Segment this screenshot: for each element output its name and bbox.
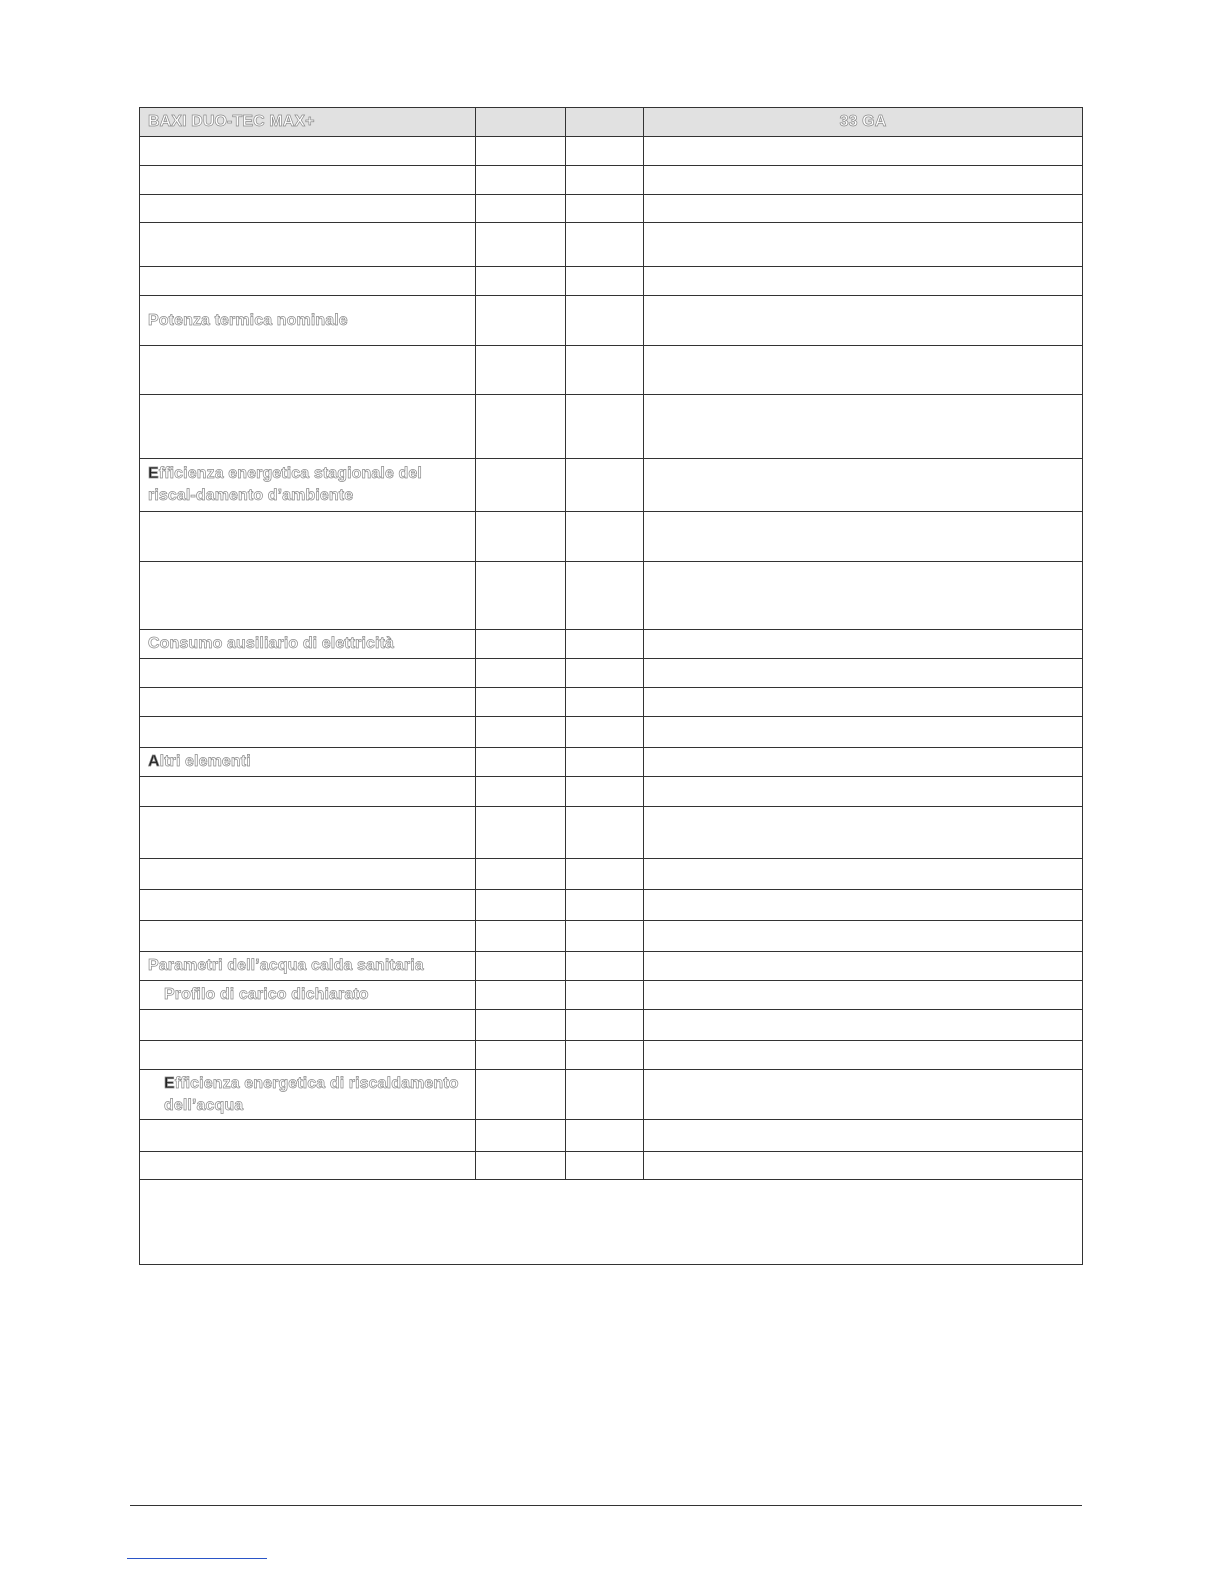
row-symbol [566, 223, 644, 267]
row-label [140, 267, 476, 296]
row-unit [476, 952, 566, 981]
row-value [644, 1041, 1083, 1070]
row-value [644, 921, 1083, 952]
table-row [140, 137, 1083, 166]
variant-column-header: 33 GA [644, 108, 1083, 137]
row-unit [476, 1041, 566, 1070]
footer-divider [130, 1505, 1082, 1506]
section-row-nominal-heat-output [140, 296, 1083, 346]
row-value [644, 1070, 1083, 1120]
row-unit [476, 346, 566, 395]
row-unit [476, 807, 566, 859]
row-unit [476, 890, 566, 921]
row-label [140, 890, 476, 921]
section-label: Parametri dell’acqua calda sanitaria [140, 952, 476, 981]
row-label [140, 777, 476, 807]
row-unit [476, 562, 566, 630]
unit-column-header [476, 108, 566, 137]
table-row [140, 921, 1083, 952]
row-symbol [566, 717, 644, 748]
row-label [140, 166, 476, 195]
row-symbol [566, 346, 644, 395]
row-label [140, 1152, 476, 1180]
table-row [140, 1041, 1083, 1070]
row-symbol [566, 395, 644, 459]
row-value [644, 166, 1083, 195]
section-label: Consumo ausiliario di elettricità [140, 630, 476, 659]
row-value [644, 137, 1083, 166]
table-row-water-heating-efficiency [140, 1070, 1083, 1120]
table-header-row [140, 108, 1083, 137]
row-label: Profilo di carico dichiarato [140, 981, 476, 1010]
row-symbol [566, 807, 644, 859]
row-symbol [566, 562, 644, 630]
row-symbol [566, 512, 644, 562]
row-unit [476, 512, 566, 562]
section-row-dhw-parameters [140, 952, 1083, 981]
footer-link-underline [127, 1558, 267, 1559]
row-unit [476, 688, 566, 717]
row-unit [476, 1010, 566, 1041]
row-symbol [566, 1120, 644, 1152]
row-label [140, 195, 476, 223]
row-value [644, 395, 1083, 459]
row-value [644, 195, 1083, 223]
table-row [140, 688, 1083, 717]
section-row-auxiliary-consumption [140, 630, 1083, 659]
row-symbol [566, 1010, 644, 1041]
row-unit [476, 296, 566, 346]
row-unit [476, 195, 566, 223]
row-symbol [566, 859, 644, 890]
row-value [644, 630, 1083, 659]
row-unit [476, 267, 566, 296]
row-value [644, 267, 1083, 296]
row-unit [476, 921, 566, 952]
table-row [140, 1010, 1083, 1041]
row-value [644, 717, 1083, 748]
row-symbol [566, 659, 644, 688]
row-unit [476, 748, 566, 777]
row-label [140, 717, 476, 748]
row-value [644, 659, 1083, 688]
row-value [644, 1152, 1083, 1180]
section-label: Efficienza energetica stagionale del riscal-damento d’ambiente [140, 459, 476, 512]
row-value [644, 981, 1083, 1010]
row-symbol [566, 1070, 644, 1120]
row-label [140, 807, 476, 859]
row-symbol [566, 166, 644, 195]
row-label [140, 859, 476, 890]
table-row [140, 166, 1083, 195]
row-symbol [566, 748, 644, 777]
table-row [140, 223, 1083, 267]
table-row [140, 1120, 1083, 1152]
row-unit [476, 137, 566, 166]
section-row-other-elements [140, 748, 1083, 777]
row-label: Efficienza energetica di riscaldamento dell’acqua [140, 1070, 476, 1120]
row-unit [476, 859, 566, 890]
row-symbol [566, 921, 644, 952]
technical-data-table [139, 107, 1083, 1265]
row-value [644, 688, 1083, 717]
row-value [644, 859, 1083, 890]
row-label [140, 1010, 476, 1041]
row-unit [476, 1120, 566, 1152]
table-row-load-profile [140, 981, 1083, 1010]
row-symbol [566, 630, 644, 659]
row-value [644, 807, 1083, 859]
table-note [140, 1180, 1083, 1265]
row-unit [476, 166, 566, 195]
section-label: Altri elementi [140, 748, 476, 777]
row-symbol [566, 777, 644, 807]
table-note-row [140, 1180, 1083, 1265]
row-label [140, 1120, 476, 1152]
table-row [140, 346, 1083, 395]
row-label [140, 223, 476, 267]
row-label [140, 562, 476, 630]
row-value [644, 890, 1083, 921]
row-label [140, 137, 476, 166]
table-row [140, 1152, 1083, 1180]
row-label [140, 395, 476, 459]
row-value [644, 748, 1083, 777]
row-symbol [566, 952, 644, 981]
table-row [140, 659, 1083, 688]
section-label: Potenza termica nominale [140, 296, 476, 346]
row-symbol [566, 459, 644, 512]
row-label [140, 346, 476, 395]
row-symbol [566, 1152, 644, 1180]
row-symbol [566, 296, 644, 346]
symbol-column-header [566, 108, 644, 137]
row-symbol [566, 137, 644, 166]
row-symbol [566, 1041, 644, 1070]
row-value [644, 1120, 1083, 1152]
table-row [140, 777, 1083, 807]
table-row [140, 717, 1083, 748]
table-row [140, 267, 1083, 296]
row-value [644, 562, 1083, 630]
row-unit [476, 777, 566, 807]
row-unit [476, 223, 566, 267]
section-row-seasonal-efficiency [140, 459, 1083, 512]
row-unit [476, 1070, 566, 1120]
row-unit [476, 630, 566, 659]
row-value [644, 512, 1083, 562]
table-row [140, 395, 1083, 459]
row-label [140, 659, 476, 688]
row-unit [476, 659, 566, 688]
row-unit [476, 717, 566, 748]
row-value [644, 223, 1083, 267]
table-row [140, 859, 1083, 890]
row-unit [476, 1152, 566, 1180]
model-name: BAXI DUO-TEC MAX+ [140, 108, 476, 137]
table-row [140, 807, 1083, 859]
row-unit [476, 981, 566, 1010]
table-row [140, 512, 1083, 562]
row-value [644, 346, 1083, 395]
table-row [140, 195, 1083, 223]
row-unit [476, 395, 566, 459]
row-symbol [566, 890, 644, 921]
row-value [644, 952, 1083, 981]
row-value [644, 777, 1083, 807]
row-symbol [566, 981, 644, 1010]
row-symbol [566, 267, 644, 296]
row-symbol [566, 195, 644, 223]
row-symbol [566, 688, 644, 717]
row-value [644, 459, 1083, 512]
table-row [140, 562, 1083, 630]
row-value [644, 1010, 1083, 1041]
row-label [140, 688, 476, 717]
table-row [140, 890, 1083, 921]
row-label [140, 921, 476, 952]
row-value [644, 296, 1083, 346]
row-label [140, 1041, 476, 1070]
row-unit [476, 459, 566, 512]
row-label [140, 512, 476, 562]
